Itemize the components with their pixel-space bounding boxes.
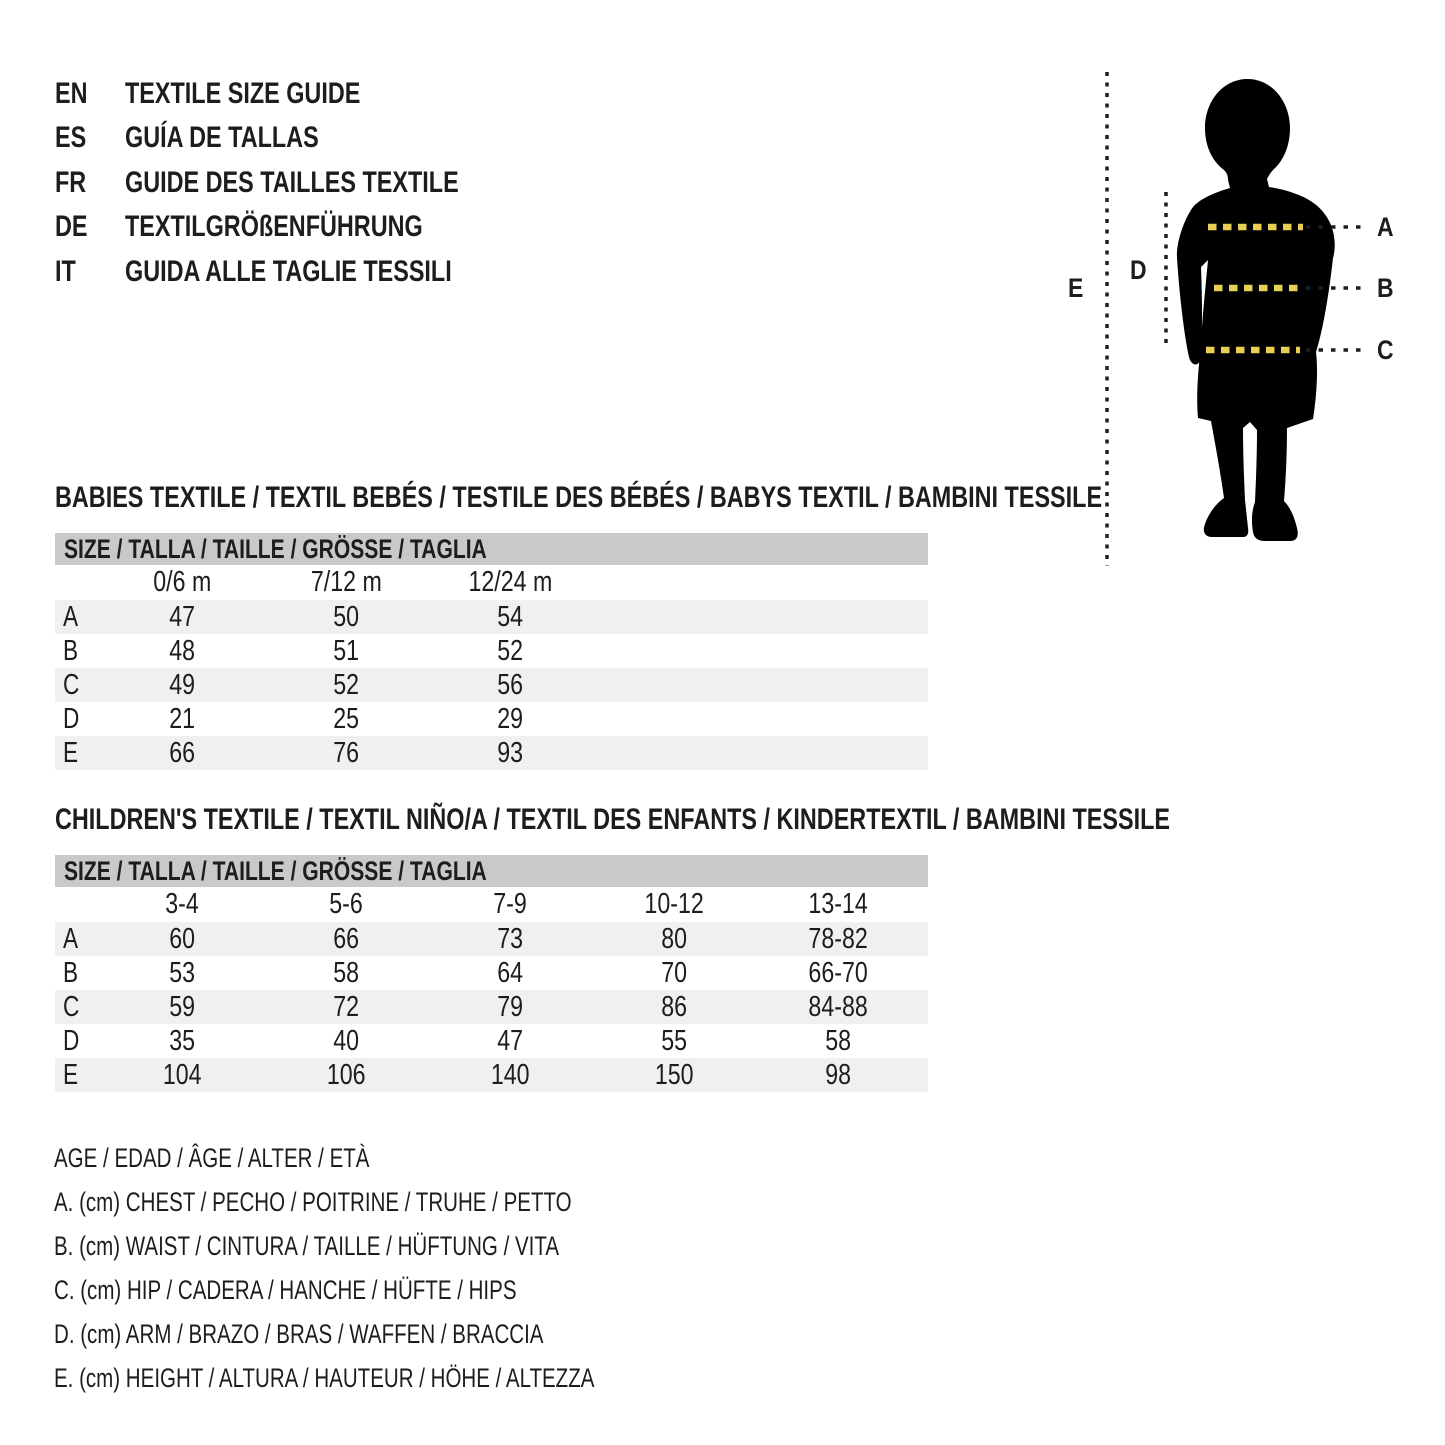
- value-cell: 52: [497, 634, 523, 667]
- child-silhouette-figure: [1050, 60, 1445, 600]
- column-header: 7/12 m: [310, 566, 382, 598]
- column-header: 0/6 m: [152, 566, 212, 598]
- value-cell: 59: [169, 990, 195, 1023]
- value-cell: 35: [169, 1024, 195, 1057]
- row-label-cell: D: [63, 1024, 80, 1057]
- value-cell: 56: [497, 668, 523, 701]
- size-header-label: SIZE / TALLA / TAILLE / GRÖSSE / TAGLIA: [64, 533, 487, 564]
- language-code: IT: [55, 255, 76, 288]
- value-cell: 76: [333, 736, 359, 769]
- value-cell: 47: [497, 1024, 523, 1057]
- children-table: [55, 855, 928, 1092]
- value-cell: 106: [326, 1058, 366, 1091]
- language-code: DE: [55, 210, 88, 243]
- row-label-cell: A: [63, 600, 79, 633]
- children-section-title: CHILDREN'S TEXTILE / TEXTIL NIÑO/A / TEXTIL DES ENFANTS / KINDERTEXTIL / BAMBINI TESSILE: [55, 803, 1170, 836]
- value-cell: 60: [169, 922, 195, 955]
- figure-label-d: D: [1130, 255, 1147, 285]
- row-label-cell: D: [63, 702, 80, 735]
- language-title: TEXTILGRÖßENFÜHRUNG: [125, 210, 423, 243]
- size-header-bar: [55, 855, 928, 887]
- value-cell: 49: [169, 668, 195, 701]
- value-cell: 29: [497, 702, 523, 735]
- language-code: ES: [55, 121, 87, 154]
- row-label-cell: C: [63, 668, 80, 701]
- value-cell: 84-88: [808, 990, 868, 1023]
- figure-label-e: E: [1068, 273, 1084, 303]
- value-cell: 52: [333, 668, 359, 701]
- value-cell: 73: [497, 922, 523, 955]
- row-label-cell: B: [63, 956, 79, 989]
- column-header: 3-4: [165, 888, 199, 920]
- language-title: GUIDA ALLE TAGLIE TESSILI: [125, 255, 452, 288]
- row-label-cell: B: [63, 634, 79, 667]
- value-cell: 50: [333, 600, 359, 633]
- row-label-cell: E: [63, 1058, 79, 1091]
- figure-label-a: A: [1377, 212, 1394, 242]
- value-cell: 66: [169, 736, 195, 769]
- table-row: [55, 600, 928, 634]
- value-cell: 54: [497, 600, 523, 633]
- value-cell: 104: [162, 1058, 202, 1091]
- column-header: 5-6: [329, 888, 363, 920]
- legend-line-arm: D. (cm) ARM / BRAZO / BRAS / WAFFEN / BRACCIA: [54, 1319, 544, 1349]
- table-row: [55, 922, 928, 956]
- value-cell: 55: [661, 1024, 687, 1057]
- value-cell: 66-70: [808, 956, 868, 989]
- language-title: GUÍA DE TALLAS: [125, 121, 319, 154]
- child-silhouette: [1177, 79, 1335, 541]
- value-cell: 80: [661, 922, 687, 955]
- table-row: [55, 736, 928, 770]
- table-row: [55, 1024, 928, 1058]
- legend-line-height: E. (cm) HEIGHT / ALTURA / HAUTEUR / HÖHE / ALTEZZA: [54, 1363, 595, 1393]
- table-row: [55, 668, 928, 702]
- value-cell: 86: [661, 990, 687, 1023]
- language-title: GUIDE DES TAILLES TEXTILE: [125, 166, 459, 199]
- figure-label-b: B: [1377, 273, 1394, 303]
- column-header-row: [55, 565, 928, 600]
- language-title: TEXTILE SIZE GUIDE: [125, 77, 361, 110]
- row-label-cell: E: [63, 736, 79, 769]
- row-label-cell: A: [63, 922, 79, 955]
- babies-section-title: BABIES TEXTILE / TEXTIL BEBÉS / TESTILE DES BÉBÉS / BABYS TEXTIL / BAMBINI TESSILE: [55, 481, 1103, 514]
- value-cell: 51: [333, 634, 359, 667]
- language-code: FR: [55, 166, 87, 199]
- table-row: [55, 990, 928, 1024]
- value-cell: 40: [333, 1024, 359, 1057]
- figure-label-c: C: [1377, 335, 1394, 365]
- value-cell: 70: [661, 956, 687, 989]
- value-cell: 21: [169, 702, 195, 735]
- size-header-bar: [55, 533, 928, 565]
- value-cell: 47: [169, 600, 195, 633]
- column-header: 13-14: [808, 888, 868, 920]
- value-cell: 72: [333, 990, 359, 1023]
- value-cell: 79: [497, 990, 523, 1023]
- row-label-cell: C: [63, 990, 80, 1023]
- value-cell: 93: [497, 736, 523, 769]
- column-header-row: [55, 887, 928, 922]
- babies-table: [55, 533, 928, 770]
- column-header: 10-12: [644, 888, 704, 920]
- table-row: [55, 702, 928, 736]
- value-cell: 66: [333, 922, 359, 955]
- value-cell: 78-82: [808, 922, 868, 955]
- value-cell: 150: [654, 1058, 694, 1091]
- legend-line-age: AGE / EDAD / ÂGE / ALTER / ETÀ: [54, 1143, 370, 1173]
- value-cell: 140: [490, 1058, 530, 1091]
- table-row: [55, 634, 928, 668]
- table-row: [55, 1058, 928, 1092]
- size-header-label: SIZE / TALLA / TAILLE / GRÖSSE / TAGLIA: [64, 855, 487, 886]
- value-cell: 64: [497, 956, 523, 989]
- value-cell: 25: [333, 702, 359, 735]
- column-header: 12/24 m: [468, 566, 552, 598]
- value-cell: 53: [169, 956, 195, 989]
- value-cell: 58: [333, 956, 359, 989]
- table-row: [55, 956, 928, 990]
- legend-line-hip: C. (cm) HIP / CADERA / HANCHE / HÜFTE / HIPS: [54, 1275, 517, 1305]
- language-code: EN: [55, 77, 88, 110]
- value-cell: 98: [825, 1058, 851, 1091]
- value-cell: 58: [825, 1024, 851, 1057]
- value-cell: 48: [169, 634, 195, 667]
- legend-line-waist: B. (cm) WAIST / CINTURA / TAILLE / HÜFTUNG / VITA: [54, 1231, 560, 1261]
- legend-line-chest: A. (cm) CHEST / PECHO / POITRINE / TRUHE / PETTO: [54, 1187, 572, 1217]
- column-header: 7-9: [493, 888, 527, 920]
